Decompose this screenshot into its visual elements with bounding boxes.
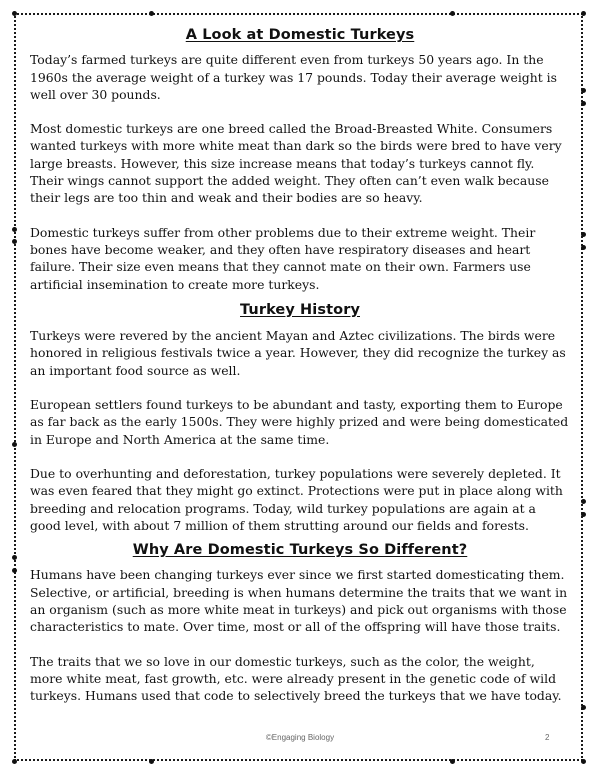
paragraph: Due to overhunting and deforestation, turkey populations were severely depleted. It was even feared that they might go extinct. Protections were put in place along with breeding and relocation programs. Today, wild turkey populations are again at a good level, with about 7 million of them strutting around our fields and forests. <box>30 465 563 533</box>
border-dot <box>581 512 586 517</box>
border-dot <box>12 442 17 447</box>
border-dot <box>581 705 586 710</box>
border-dot <box>581 88 586 93</box>
section-title: Turkey History <box>240 301 360 318</box>
border-dot <box>450 11 455 16</box>
border-dot <box>12 555 17 560</box>
border-dot <box>149 11 154 16</box>
paragraph: Turkeys were revered by the ancient Mayan and Aztec civilizations. The birds were honored in religious festivals twice a year. However, they did recognize the turkey as an important food source as well. <box>30 328 566 378</box>
border-dot <box>12 568 17 573</box>
paragraph: European settlers found turkeys to be abundant and tasty, exporting them to Europe as far back as the early 1500s. They were highly prized and were being domesticated in Europe and North America at the same time. <box>30 397 569 447</box>
section-heading-turkey-history <box>30 302 570 319</box>
section-heading-why-different <box>30 542 570 559</box>
paragraph: Domestic turkeys suffer from other problems due to their extreme weight. Their bones have become weaker, and they often have respiratory diseases and heart failure. Their size even means that they cannot mate on their own. Farmers use artificial insemination to create more turkeys. <box>30 224 536 292</box>
paragraph: Humans have been changing turkeys ever since we first started domesticating them. Selective, or artificial, breeding is when humans determine the traits that we want in an organism (such as more white meat in turkeys) and pick out organisms with those characteristics to mate. Over time, most or all of the offspring will have those traits. <box>30 567 568 635</box>
paragraph: Today’s farmed turkeys are quite different even from turkeys 50 years ago. In the 1960s the average weight of a turkey was 17 pounds. Today their average weight is well over 30 pounds. <box>30 52 557 102</box>
section-title: A Look at Domestic Turkeys <box>185 27 415 43</box>
border-dot <box>12 227 17 232</box>
border-dot <box>450 759 455 764</box>
section-heading-domestic-turkeys <box>30 27 570 44</box>
worksheet-content <box>30 27 570 705</box>
section-title: Why Are Domestic Turkeys So Different? <box>132 542 468 559</box>
border-dot <box>12 239 17 244</box>
footer-credit: ©Engaging Biology <box>265 733 335 742</box>
border-dot <box>12 759 17 764</box>
border-dot <box>581 759 586 764</box>
page-footer <box>0 733 600 747</box>
border-dot <box>581 499 586 504</box>
page-number: 2 <box>545 733 550 742</box>
border-dot <box>581 232 586 237</box>
border-dot <box>581 101 586 106</box>
border-dot <box>581 245 586 250</box>
border-dot <box>149 759 154 764</box>
border-dot <box>581 11 586 16</box>
border-dot <box>12 11 17 16</box>
paragraph: Most domestic turkeys are one breed called the Broad-Breasted White. Consumers wanted turkeys with more white meat than dark so the birds were bred to have very large breasts. However, this size increase means that today’s turkeys cannot fly. Their wings cannot support the added weight. They often can’t even walk because their legs are too thin and weak and their bodies are so heavy. <box>30 121 562 206</box>
paragraph: The traits that we so love in our domestic turkeys, such as the color, the weight, more white meat, fast growth, etc. were already present in the genetic code of wild turkeys. Humans used that code to selectively breed the turkeys that we have today. <box>30 653 562 704</box>
